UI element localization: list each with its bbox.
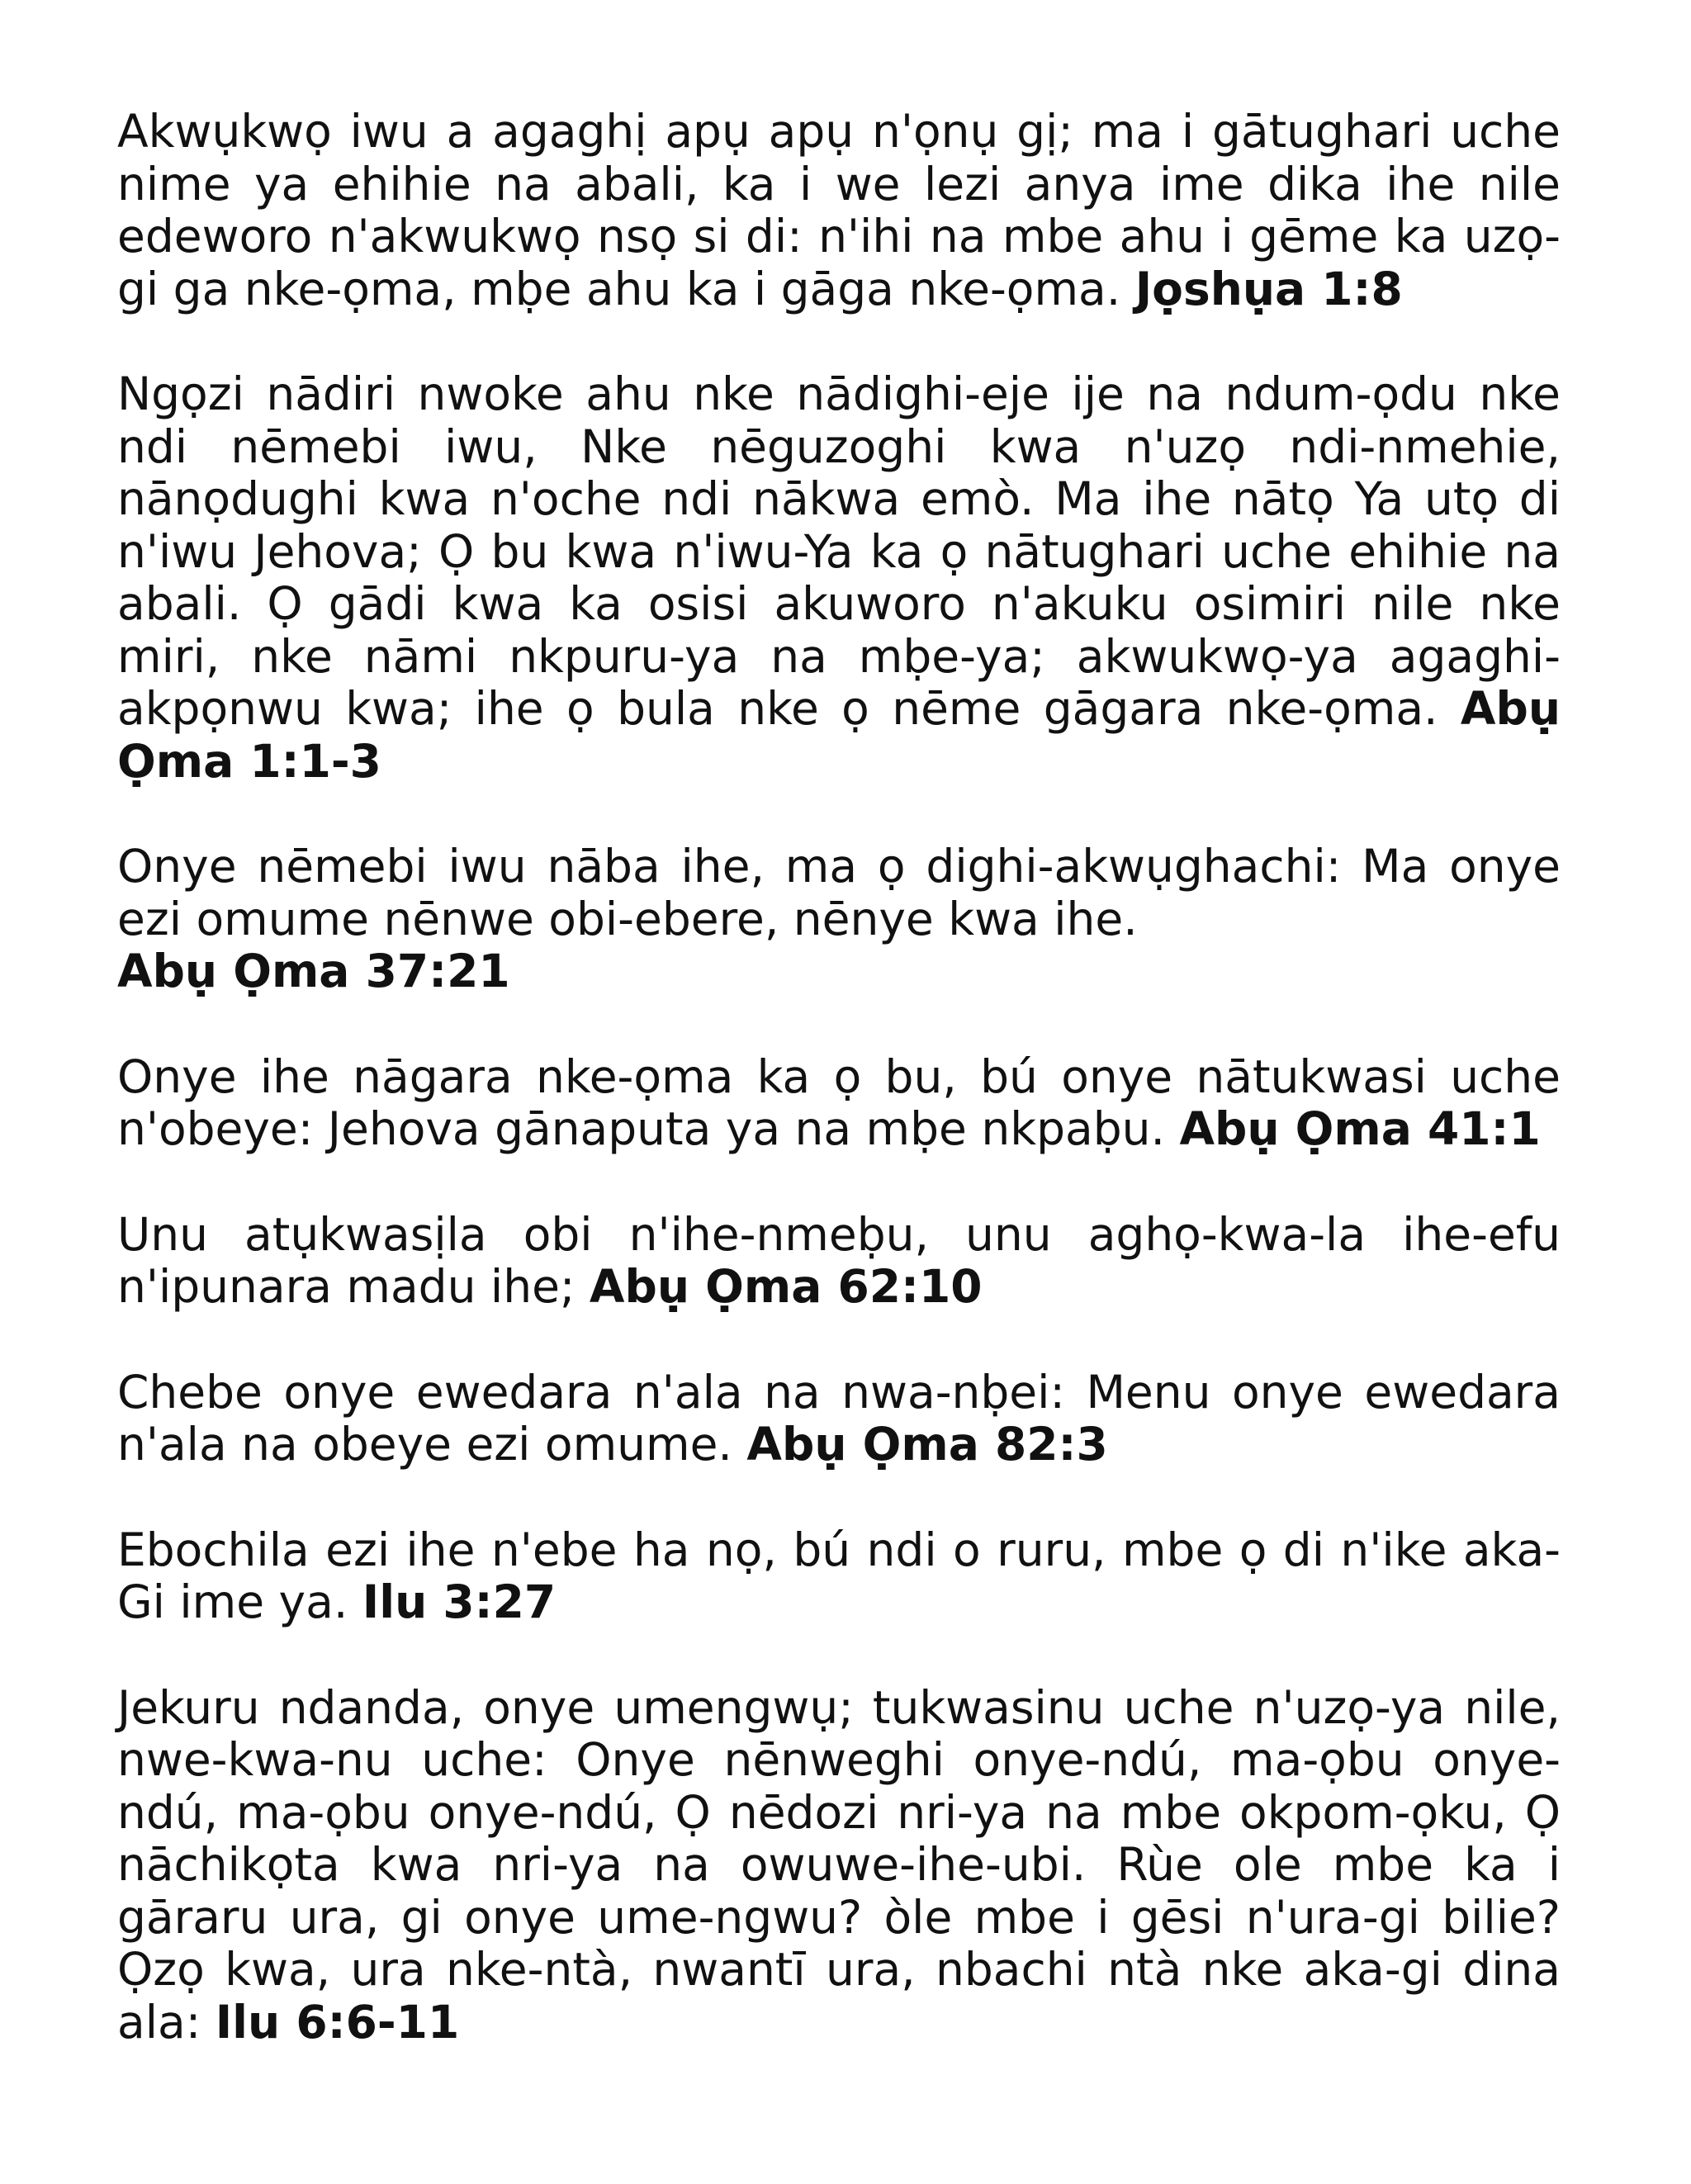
verse-reference: Abụ Ọma 1:1-3 (117, 682, 1561, 788)
verse-text: Chebe onye ewedara n'ala na nwa-nḅei: Menu onye ewedara n'ala na obeye ezi omume. (117, 1365, 1561, 1471)
verse-reference: Abụ Ọma 82:3 (746, 1418, 1108, 1471)
verse-text: Akwụkwọ iwu a agaghị apụ apụ n'ọnụ gị; ma i gātughari uche nime ya ehihie na abali, ka i we lezi anya ime dika ihe nile edeworo n'akwukwọ nsọ si di: n'ihi na mbe ahu i gēme ka uzọ-gi ga nke-ọma, mḅe ahu ka i gāga nke-ọma. (117, 105, 1561, 315)
verse-reference: Jọshụa 1:8 (1134, 262, 1403, 315)
verse-text: Ebochila ezi ihe n'ebe ha nọ, bú ndi o ruru, mbe ọ di n'ike aka-Gi ime ya. (117, 1523, 1561, 1628)
verse-text: Unu atụkwasịla obi n'ihe-nmeḅu, unu aghọ-kwa-la ihe-efu n'ipunara madu ihe; (117, 1207, 1561, 1313)
verse-text: Jekuru ndanda, onye umengwụ; tukwasinu uche n'uzọ-ya nile, nwe-kwa-nu uche: Onye nēnweghi onye-ndú, ma-ọbu onye-ndú, ma-ọbu onye-ndú, Ọ nēdozi nri-ya na mbe okpom-ọku, Ọ nāchikọta kwa nri-ya na owuwe-ihe-ubi. Rùe ole mbe ka i gāraru ura, gi onye ume-ngwu? òle mbe i gēsi n'ura-gi bilie? Ọzọ kwa, ura nke-ntà, nwantī ura, nbachi ntà nke aka-gi dina ala: (117, 1680, 1561, 2049)
verse-reference: Abụ Ọma 62:10 (589, 1260, 983, 1313)
verse-6 (117, 1367, 1561, 1471)
scripture-page (117, 106, 1561, 2101)
verse-reference: Abụ Ọma 37:21 (117, 945, 510, 997)
verse-8 (117, 1682, 1561, 2049)
verse-2 (117, 368, 1561, 788)
verse-text: Onye nēmebi iwu nāba ihe, ma ọ dighi-akwụghachi: Ma onye ezi omume nēnwe obi-ebere, nēnye kwa ihe. (117, 840, 1561, 945)
verse-4 (117, 1051, 1561, 1156)
verse-reference: Abụ Ọma 41:1 (1179, 1102, 1541, 1155)
verse-5 (117, 1209, 1561, 1314)
verse-text: Ngọzi nādiri nwoke ahu nke nādighi-eje ije na ndum-ọdu nke ndi nēmebi iwu, Nke nēguzoghi kwa n'uzọ ndi-nmehie, nānọdughi kwa n'oche ndi nākwa emò. Ma ihe nātọ Ya utọ di n'iwu Jehova; Ọ bu kwa n'iwu-Ya ka ọ nātughari uche ehihie na abali. Ọ gādi kwa ka osisi akuworo n'akuku osimiri nile nke miri, nke nāmi nkpuru-ya na mḅe-ya; akwukwọ-ya agaghi-akpọnwu kwa; ihe ọ bula nke ọ nēme gāgara nke-ọma. (117, 367, 1561, 735)
verse-reference: Ilu 6:6-11 (215, 1995, 460, 2049)
verse-1 (117, 106, 1561, 315)
verse-text: Onye ihe nāgara nke-ọma ka ọ bu, bú onye nātukwasi uche n'obeye: Jehova gānaputa ya na mḅe nkpaḅu. (117, 1049, 1561, 1155)
verse-reference: Ilu 3:27 (362, 1575, 557, 1628)
verse-7 (117, 1524, 1561, 1629)
verse-3 (117, 841, 1561, 998)
